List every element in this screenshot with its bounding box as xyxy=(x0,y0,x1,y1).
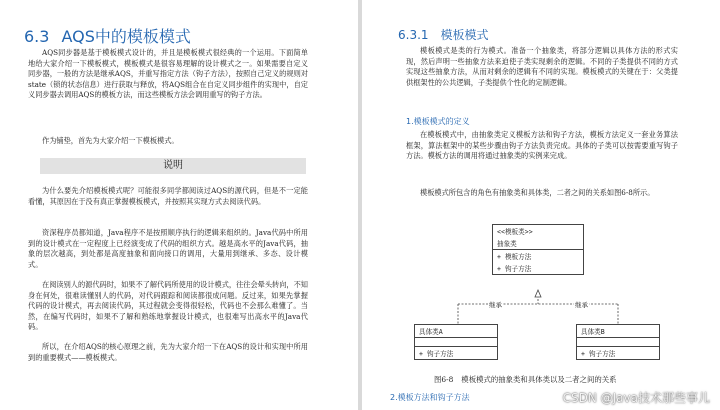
right-page xyxy=(362,0,720,410)
intro-paragraph: AQS同步器是基于模板模式设计的，并且是模板模式很经典的一个运用。下面简单地给大家介绍一下模板模式，模板模式是很容易理解的设计模式之一。如果需要自定义同步器，一般的方法是继承AQS，并重写指定方法（钩子方法），按照自己定义的规则对state（锁的状态信息）进行获取与释放，将AQS组合在自定义同步组件的实现中，自定义同步器去调用AQS的模板方法，而这些模板方法会调用重写的钩子方法。 xyxy=(28,48,308,100)
abstract-class-name: 抽象类 xyxy=(497,240,517,248)
subsection-title xyxy=(398,26,489,43)
subsection-title-text: 模板模式 xyxy=(440,28,489,42)
concrete-class-a-box xyxy=(414,324,498,360)
roles-paragraph: 模板模式所包含的角色有抽象类和具体类，二者之间的关系如图6-8所示。 xyxy=(420,188,655,197)
abstract-class-box xyxy=(492,224,584,275)
section-title xyxy=(24,24,191,47)
figure-label: 图6-8 xyxy=(434,375,454,384)
concrete-method: + 钩子方法 xyxy=(581,350,616,358)
concrete-class-name: 具体类A xyxy=(419,328,443,336)
left-page xyxy=(0,0,358,410)
abstract-stereotype: <<模板类>> xyxy=(497,228,533,236)
abstract-method: + 模板方法 xyxy=(497,253,532,261)
intro-paragraph: 作为铺垫，首先为大家介绍一下模板模式。 xyxy=(42,136,179,145)
concrete-class-b-box xyxy=(576,324,660,360)
csdn-watermark: CSDN @Java技术那些事儿 xyxy=(562,391,710,405)
note-paragraph: 在阅读别人的源代码时，如果不了解代码所使用的设计模式，往往会晕头转向，不知身在何处，很难读懂别人的代码，对代码跟踪和阅读都很成问题。反过来，如果先掌握代码的设计模式，再去阅读代码，其过程就会变得很轻松，代码也不会那么难懂了。当然，在编写代码时，如果不了解和熟练地掌握设计模式，也很难写出高水平的Java代码。 xyxy=(28,280,308,332)
section-title-text: AQS中的模板模式 xyxy=(61,27,191,46)
subsection-number: 6.3.1 xyxy=(398,28,429,42)
concrete-class-name: 具体类B xyxy=(581,328,605,336)
figure-caption-text: 模板模式的抽象类和具体类以及二者之间的关系 xyxy=(461,375,617,384)
figure-caption xyxy=(434,374,617,385)
abstract-method: + 钩子方法 xyxy=(497,265,532,273)
note-paragraph: 为什么要先介绍模板模式呢？可能很多同学都阅读过AQS的源代码，但是不一定能看懂，其原因在于没有真正掌握模板模式，并按照其实现方式去阅读代码。 xyxy=(28,186,308,206)
empty-compartment xyxy=(577,338,659,346)
section-number: 6.3 xyxy=(24,27,50,46)
empty-compartment xyxy=(415,338,497,346)
concrete-method: + 钩子方法 xyxy=(419,350,454,358)
edge-label-left: 继承 xyxy=(489,301,502,309)
note-paragraph: 所以，在介绍AQS的核心原理之前，先为大家介绍一下在AQS的设计和实现中所用到的重要模式——模板模式。 xyxy=(28,342,308,362)
definition-heading: 1.模板模式的定义 xyxy=(406,117,470,126)
inheritance-arrowhead xyxy=(535,290,541,297)
definition-paragraph: 在模板模式中，由抽象类定义模板方法和钩子方法，模板方法定义一套业务算法框架，算法框架中的某些步骤由钩子方法负责完成。具体的子类可以按需要重写钩子方法。模板方法的调用将通过抽象类的实例来完成。 xyxy=(406,130,678,161)
edge-label-right: 继承 xyxy=(575,301,588,309)
intro-paragraph: 模板模式是类的行为模式。准备一个抽象类，将部分逻辑以具体方法的形式实现，然后声明一些抽象方法来迫使子类实现剩余的逻辑。不同的子类提供不同的方式实现这些抽象方法，从而对剩余的逻辑有不同的实现。模板模式的关键在于：父类提供框架性的公共逻辑，子类提供个性化的定制逻辑。 xyxy=(406,46,678,87)
note-paragraph: 资深程序员都知道，Java程序不是按照顺序执行的逻辑来组织的。Java代码中所用到的设计模式在一定程度上已经演变成了代码的组织方式。越是高水平的Java代码，抽象的层次越高，到处都是高度抽象和面向接口的调用，大量用到继承、多态、设计模式。 xyxy=(28,228,308,269)
note-bar: 说明 xyxy=(40,158,306,174)
hook-method-heading: 2.模板方法和钩子方法 xyxy=(390,393,470,402)
